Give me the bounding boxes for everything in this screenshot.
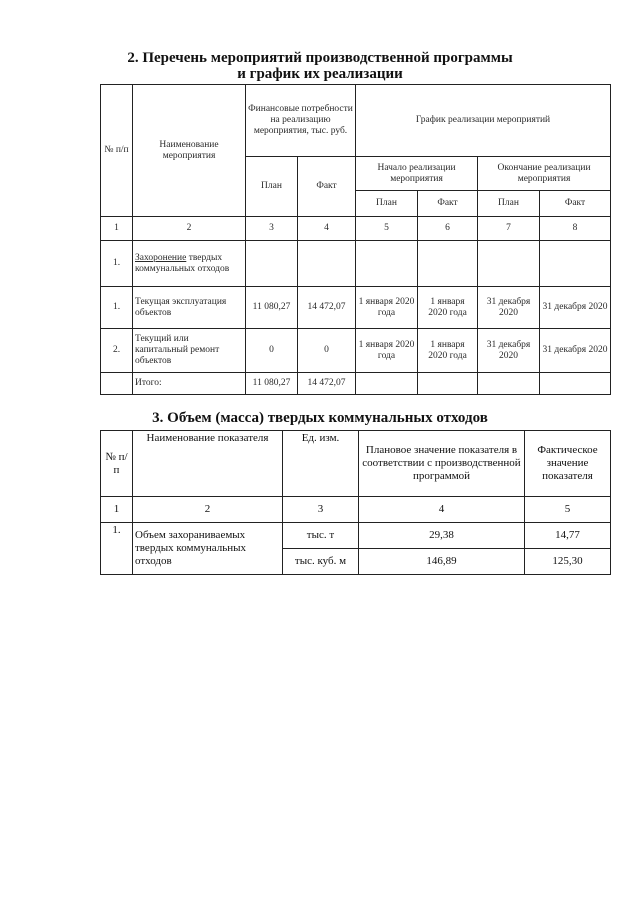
col-number: 2 xyxy=(133,497,283,523)
header-activity-name: Наименование мероприятия xyxy=(133,85,246,217)
row-num: 2. xyxy=(101,329,133,373)
group-row xyxy=(101,241,611,287)
row-fin-fact: 0 xyxy=(298,329,356,373)
section-3-title: 3. Объем (масса) твердых коммунальных отходов xyxy=(152,410,488,426)
col-number: 4 xyxy=(359,497,525,523)
header-unit: Ед. изм. xyxy=(283,431,359,497)
row-fin-plan: 11 080,27 xyxy=(246,287,298,329)
section-2-title-line-1: 2. Перечень мероприятий производственной программы xyxy=(127,50,513,66)
row-start-fact: 1 января 2020 года xyxy=(418,287,478,329)
group-name-underlined: Захоронение xyxy=(135,252,187,263)
header-end-plan: План xyxy=(478,191,540,217)
col-number: 2 xyxy=(133,217,246,241)
row-start-plan: 1 января 2020 года xyxy=(356,329,418,373)
row-fin-plan: 0 xyxy=(246,329,298,373)
table-row xyxy=(101,329,611,373)
header-planned-value: Плановое значение показателя в соответствии с производственной программой xyxy=(359,431,525,497)
row-end-fact: 31 декабря 2020 xyxy=(540,287,611,329)
table-row xyxy=(101,287,611,329)
waste-volume-table xyxy=(100,430,611,575)
row-planned: 29,38 xyxy=(359,523,525,549)
total-row xyxy=(101,373,611,395)
row-name: Текущий или капитальный ремонт объектов xyxy=(133,329,246,373)
row-end-plan: 31 декабря 2020 xyxy=(478,329,540,373)
header-finance: Финансовые потребности на реализацию мероприятия, тыс. руб. xyxy=(246,85,356,157)
table-row xyxy=(101,523,611,549)
header-actual-value: Фактическое значение показателя xyxy=(525,431,611,497)
row-start-fact: 1 января 2020 года xyxy=(418,329,478,373)
col-number: 6 xyxy=(418,217,478,241)
row-actual: 14,77 xyxy=(525,523,611,549)
row-unit: тыс. т xyxy=(283,523,359,549)
row-end-fact: 31 декабря 2020 xyxy=(540,329,611,373)
col-number: 5 xyxy=(356,217,418,241)
header-end: Окончание реализации мероприятия xyxy=(478,157,611,191)
col-number: 1 xyxy=(101,217,133,241)
col-number: 3 xyxy=(283,497,359,523)
total-label: Итого: xyxy=(133,373,246,395)
col-number: 1 xyxy=(101,497,133,523)
group-name xyxy=(133,241,246,287)
header-start-fact: Факт xyxy=(418,191,478,217)
row-name: Объем захораниваемых твердых коммунальных отходов xyxy=(133,523,283,575)
row-num: 1. xyxy=(101,287,133,329)
row-end-plan: 31 декабря 2020 xyxy=(478,287,540,329)
col-number: 4 xyxy=(298,217,356,241)
col-number: 7 xyxy=(478,217,540,241)
column-number-row xyxy=(101,217,611,241)
header-start: Начало реализации мероприятия xyxy=(356,157,478,191)
total-fin-plan: 11 080,27 xyxy=(246,373,298,395)
column-number-row xyxy=(101,497,611,523)
header-finance-fact: Факт xyxy=(298,157,356,217)
row-num: 1. xyxy=(101,523,133,575)
header-num: № п/п xyxy=(101,85,133,217)
header-num: № п/п xyxy=(101,431,133,497)
col-number: 3 xyxy=(246,217,298,241)
header-schedule: График реализации мероприятий xyxy=(356,85,611,157)
col-number: 5 xyxy=(525,497,611,523)
header-start-plan: План xyxy=(356,191,418,217)
header-end-fact: Факт xyxy=(540,191,611,217)
col-number: 8 xyxy=(540,217,611,241)
header-finance-plan: План xyxy=(246,157,298,217)
group-name-rest: твердых коммунальных отходов xyxy=(135,252,230,274)
row-fin-fact: 14 472,07 xyxy=(298,287,356,329)
row-name: Текущая эксплуатация объектов xyxy=(133,287,246,329)
header-indicator-name: Наименование показателя xyxy=(133,431,283,497)
group-num: 1. xyxy=(101,241,133,287)
section-2-title-line-2: и график их реализации xyxy=(237,66,403,82)
total-fin-fact: 14 472,07 xyxy=(298,373,356,395)
row-unit: тыс. куб. м xyxy=(283,549,359,575)
row-planned: 146,89 xyxy=(359,549,525,575)
row-actual: 125,30 xyxy=(525,549,611,575)
activities-table xyxy=(100,84,611,395)
row-start-plan: 1 января 2020 года xyxy=(356,287,418,329)
